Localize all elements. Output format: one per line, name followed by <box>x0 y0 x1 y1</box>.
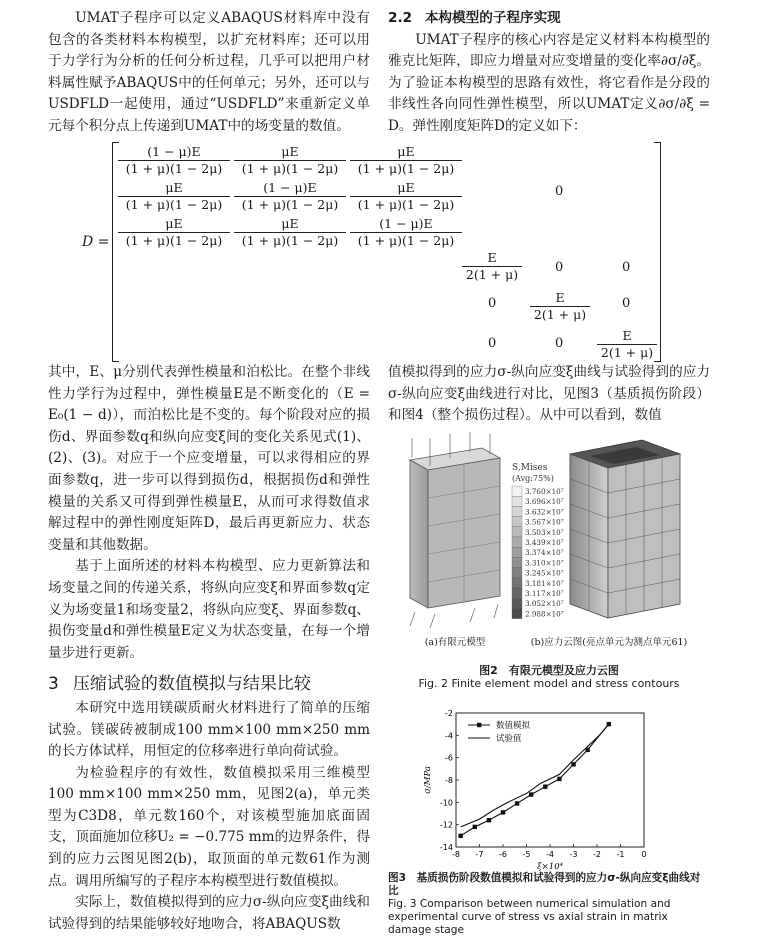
y-tick-label: -6 <box>445 753 453 763</box>
legend-value: 3.760×10⁷ <box>525 487 564 496</box>
legend-value: 2.988×10⁷ <box>525 609 564 619</box>
left-column-bottom <box>48 362 370 935</box>
fraction-denominator: 2(1 + μ) <box>600 345 654 360</box>
data-point <box>557 777 561 781</box>
fraction-denominator: (1 + μ)(1 − 2μ) <box>125 161 223 176</box>
matrix-entry <box>234 144 346 177</box>
y-tick-label: -4 <box>445 731 453 741</box>
data-point <box>529 792 533 796</box>
legend-title: S,Mises <box>512 463 548 473</box>
fraction-denominator: (1 + μ)(1 − 2μ) <box>357 161 455 176</box>
legend-swatch <box>512 598 522 608</box>
data-point <box>459 834 463 838</box>
legend-value: 3.374×10⁷ <box>525 548 564 558</box>
legend-value: 3.439×10⁷ <box>525 538 564 547</box>
data-point <box>487 818 491 822</box>
matrix-entry <box>350 216 462 249</box>
paragraph: 其中，E、μ分别代表弹性模量和泊松比。在整个非线性力学行为过程中，弹性模量E是不断变化的（E = E₀(1 − d)），而泊松比是不变的。每个阶段对应的损伤d、界面参数q和纵向应变ξ间的变化关系见式(1)、(2)、(3)。对应于一个应变增量，可以求得相应的界面参数q，进一步可以得到损伤d，根据损伤d和弹性模量的关系又可得到弹性模量E，从而可求得数值求解过程中的弹性刚度矩阵D，最后再更新应力、状态变量和其他数据。 <box>48 364 370 553</box>
section-heading-2-2 <box>388 8 710 30</box>
x-tick-label: -3 <box>569 850 578 859</box>
legend-label: 数值模拟 <box>496 721 531 731</box>
x-tick-label: -4 <box>546 850 554 859</box>
figure-2 <box>390 428 708 660</box>
legend-label: 试验值 <box>496 734 522 744</box>
paragraph: 基于上面所述的材料本构模型、应力更新算法和场变量之间的传递关系，将纵向应变ξ和界面参数q定义为场变量1和场变量2，将纵向应变ξ、界面参数q、损伤变量d和弹性模量E定义为状态变量，在每一个增量步进行更新。 <box>48 558 370 661</box>
legend-swatch <box>512 578 522 588</box>
y-axis-label: σ/MPa <box>423 766 433 794</box>
fe-model-illustration <box>390 428 708 660</box>
paragraph: UMAT子程序可以定义ABAQUS材料库中没有包含的各类材料本构模型，以扩充材料库；还可以用于力学行为分析的任何分析过程，几乎可以把用户材料属性赋予ABAQUS中的任何单元；另外，还可以与USDFLD一起使用，通过“USDFLD”来重新定义单元每个积分点上传递到UMAT中的场变量的数值。 <box>48 10 370 134</box>
subcaption-b: (b)应力云图(亮点单元为测点单元61) <box>530 637 688 648</box>
x-tick-label: -8 <box>452 850 460 859</box>
section-number: 3 <box>48 674 59 695</box>
x-tick-label: -5 <box>522 850 531 859</box>
data-point <box>501 810 505 814</box>
legend-swatch <box>512 496 522 506</box>
legend-swatch <box>512 608 522 618</box>
legend-value: 3.117×10⁷ <box>525 589 564 598</box>
fraction-numerator: μE <box>118 216 230 233</box>
legend-swatch <box>512 517 522 527</box>
matrix-zero: 0 <box>555 260 564 275</box>
heading-number: 2.2 <box>388 10 413 26</box>
paragraph: 值模拟得到的应力σ-纵向应变ξ曲线与试验得到的应力σ-纵向应变ξ曲线进行对比，见图3（基质损伤阶段）和图4（整个损伤过程）。从中可以看到，数值 <box>388 364 710 424</box>
heading-text: 本构模型的子程序实现 <box>424 10 561 26</box>
matrix-entry <box>118 144 230 177</box>
paragraph: 实际上，数值模拟得到的应力σ-纵向应变ξ曲线和试验得到的结果能够较好地吻合，将ABAQUS数 <box>48 894 370 932</box>
y-tick-label: -12 <box>439 820 453 830</box>
matrix-entry <box>350 144 462 177</box>
fraction-denominator: (1 + μ)(1 − 2μ) <box>241 197 339 212</box>
matrix-entry <box>234 180 346 213</box>
stress-strain-chart <box>420 705 650 873</box>
plot-frame <box>456 713 644 847</box>
fraction-numerator: (1 − μ)E <box>234 180 346 197</box>
matrix-entry <box>350 180 462 213</box>
data-point <box>473 825 477 829</box>
y-tick-label: -10 <box>439 798 453 808</box>
matrix-entry <box>118 180 230 213</box>
fraction-numerator: μE <box>350 144 462 161</box>
fraction-denominator: (1 + μ)(1 − 2μ) <box>241 233 339 248</box>
legend-swatch <box>512 537 522 547</box>
legend-swatch <box>512 506 522 516</box>
fraction-denominator: (1 + μ)(1 − 2μ) <box>357 233 455 248</box>
x-tick-label: -1 <box>616 850 625 859</box>
fraction-numerator: E <box>597 328 657 345</box>
paragraph: 本研究中选用镁碳质耐火材料进行了简单的压缩试验。镁碳砖被制成100 mm×100 mm×250 mm的长方体试样，用恒定的位移率进行单向荷试验。 <box>48 699 370 760</box>
left-column-top <box>48 8 370 138</box>
matrix-lhs: D = <box>82 234 110 250</box>
legend-value: 3.503×10⁷ <box>525 527 564 537</box>
legend-swatch <box>512 527 522 537</box>
legend-subtitle: (Avg:75%) <box>512 474 554 483</box>
y-tick-label: -14 <box>439 843 453 852</box>
legend-swatch <box>512 568 522 578</box>
fraction-numerator: (1 − μ)E <box>118 144 230 161</box>
figure-3-chart <box>420 705 650 873</box>
legend-value: 3.310×10⁷ <box>525 558 564 568</box>
fig2-caption-cn: 图2 有限元模型及应力云图 <box>479 664 619 677</box>
x-axis-label: ξ×10⁴ <box>536 862 564 872</box>
fraction-denominator: (1 + μ)(1 − 2μ) <box>125 233 223 248</box>
matrix-zero: 0 <box>555 336 564 351</box>
x-tick-label: -2 <box>593 850 601 859</box>
paragraph: UMAT子程序的核心内容是定义材料本构模型的雅克比矩阵，即应力增量对应变增量的变化率∂σ/∂ξ。为了验证本构模型的思路有效性，将它看作是分段的非线性各向同性弹性模型，所以UMAT定义∂σ/∂ξ = D。弹性刚度矩阵D的定义如下： <box>388 31 710 134</box>
matrix-shear-entry <box>597 328 657 361</box>
fig3-caption-en: Fig. 3 Comparison between numerical simulation and experimental curve of stress vs axial strain in matrix damage stage <box>388 898 671 936</box>
legend-value: 3.052×10⁷ <box>525 599 564 609</box>
fraction-numerator: μE <box>234 216 346 233</box>
fraction-numerator: μE <box>234 144 346 161</box>
matrix-zero: 0 <box>488 296 497 311</box>
fraction-numerator: μE <box>350 180 462 197</box>
fig3-caption-cn: 图3 基质损伤阶段数值模拟和试验得到的应力σ-纵向应变ξ曲线对比 <box>388 872 701 897</box>
legend-swatch <box>512 588 522 598</box>
legend-swatch <box>512 547 522 557</box>
matrix-shear-entry <box>530 290 590 323</box>
series-line-2 <box>461 724 609 827</box>
stress-contour-model <box>570 440 680 618</box>
data-point <box>515 801 519 805</box>
matrix-zero: 0 <box>488 336 497 351</box>
right-column-top <box>388 8 710 138</box>
fraction-numerator: μE <box>118 180 230 197</box>
fraction-denominator: (1 + μ)(1 − 2μ) <box>357 197 455 212</box>
matrix-shear-entry <box>462 250 522 283</box>
fraction-denominator: 2(1 + μ) <box>533 307 587 322</box>
data-point <box>571 762 575 766</box>
fraction-numerator: E <box>530 290 590 307</box>
x-tick-label: 0 <box>641 850 647 859</box>
stiffness-matrix <box>0 142 760 362</box>
fig2-caption-en: Fig. 2 Finite element model and stress contours <box>418 677 680 690</box>
section-title: 压缩试验的数值模拟与结果比较 <box>72 674 311 695</box>
fraction-numerator: E <box>462 250 522 267</box>
fraction-denominator: (1 + μ)(1 − 2μ) <box>125 197 223 212</box>
fraction-denominator: 2(1 + μ) <box>465 267 519 282</box>
x-tick-label: -6 <box>499 850 507 859</box>
legend-value: 3.567×10⁷ <box>525 517 564 527</box>
y-tick-label: -8 <box>445 776 453 785</box>
fe-mesh-model <box>410 432 500 628</box>
right-column-bottom <box>388 362 710 427</box>
section-heading-3 <box>48 674 370 696</box>
legend-swatch <box>512 486 522 496</box>
fraction-denominator: (1 + μ)(1 − 2μ) <box>241 161 339 176</box>
matrix-zero: 0 <box>622 296 631 311</box>
matrix-entry <box>234 216 346 249</box>
legend-value: 3.181×10⁷ <box>525 578 564 588</box>
paragraph: 为检验程序的有效性，数值模拟采用三维模型100 mm×100 mm×250 mm，见图2(a)，单元类型为C3D8，单元数160个，对该模型施加底面固支，顶面施加位移U₂ = −0.775 mm的边界条件，得到的应力云图见图2(b)，取顶面的单元数61作为测点。调用所编写的子程序本构模型进行数值模拟。 <box>48 764 370 889</box>
matrix-zero: 0 <box>555 184 564 199</box>
legend-swatch <box>512 557 522 567</box>
legend-value: 3.632×10⁷ <box>525 507 564 517</box>
legend-marker <box>477 723 481 727</box>
y-tick-label: -2 <box>445 709 453 718</box>
matrix-entry <box>118 216 230 249</box>
data-point <box>543 785 547 789</box>
x-tick-label: -7 <box>475 850 484 859</box>
legend-value: 3.245×10⁷ <box>525 568 564 578</box>
subcaption-a: (a)有限元模型 <box>424 637 486 648</box>
legend-value: 3.696×10⁷ <box>525 497 564 507</box>
matrix-zero: 0 <box>622 260 631 275</box>
series-line-1 <box>461 724 609 836</box>
stress-legend <box>512 463 564 619</box>
fraction-numerator: (1 − μ)E <box>350 216 462 233</box>
